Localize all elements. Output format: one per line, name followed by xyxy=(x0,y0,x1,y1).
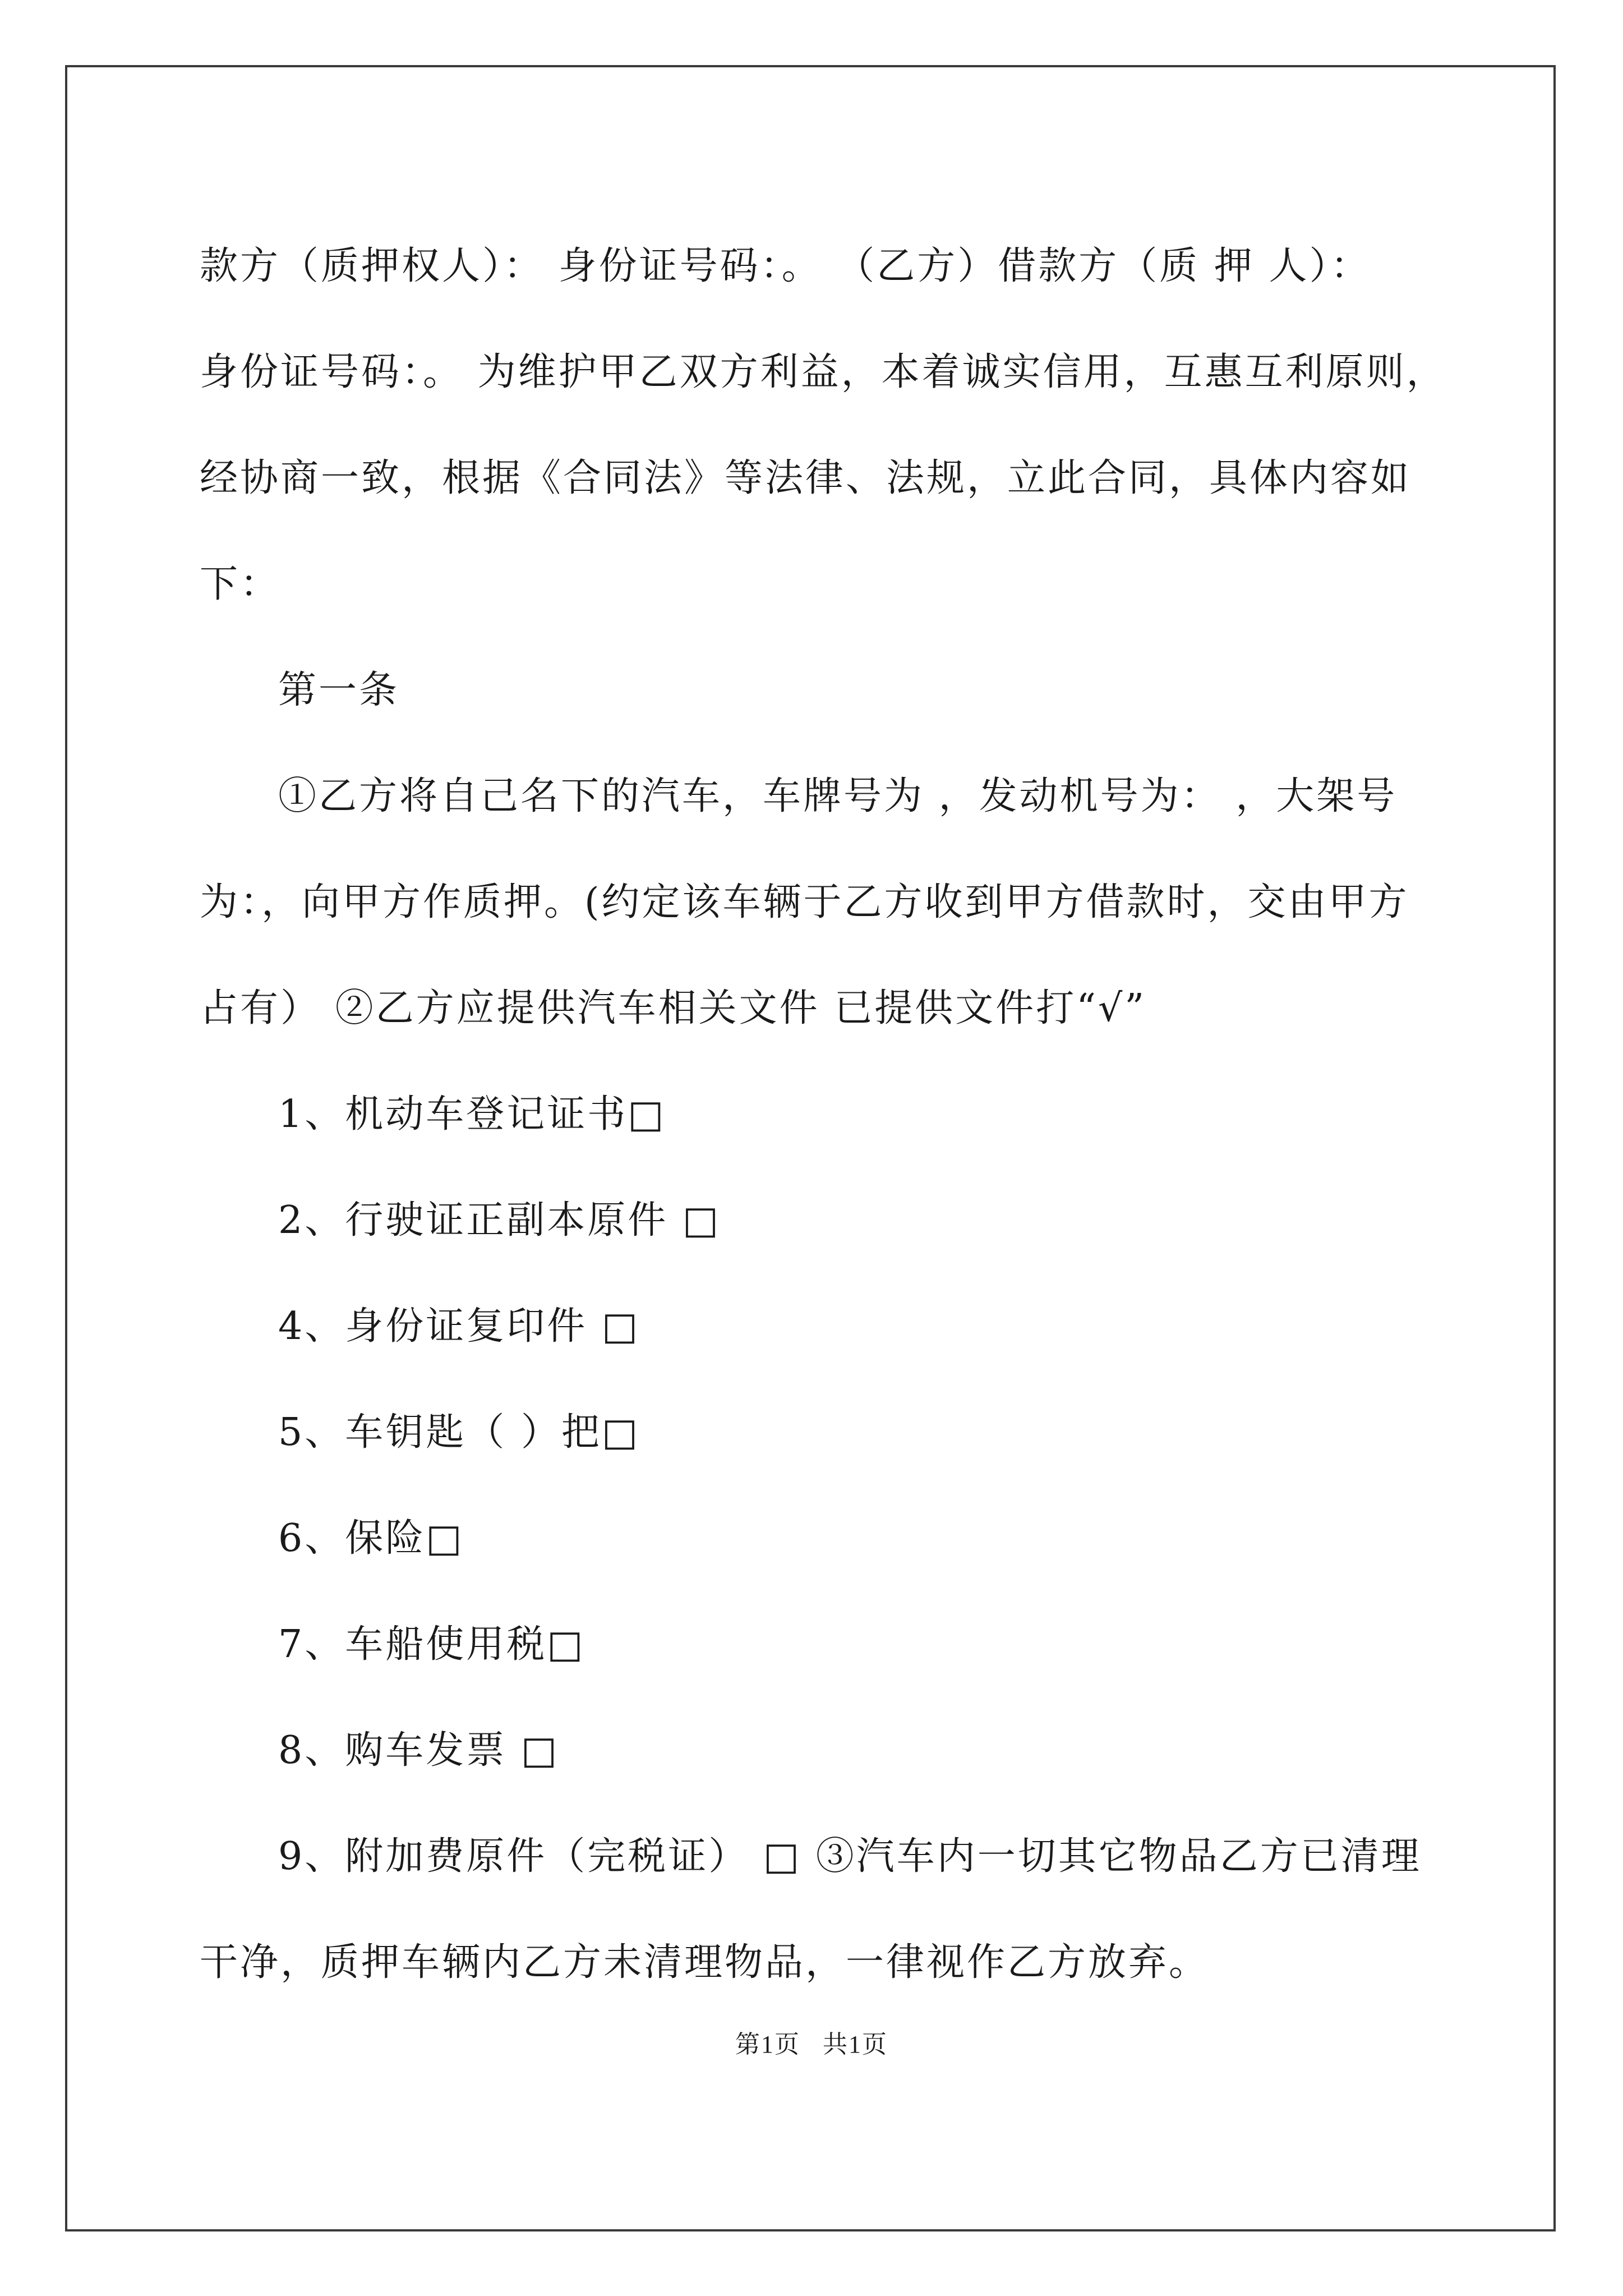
closing-line: 干净，质押车辆内乙方未清理物品，一律视作乙方放弃。 xyxy=(200,1940,1210,1985)
article-title: 第一条 xyxy=(278,668,400,712)
paragraph-line: 经协商一致，根据《合同法》等法律、法规，立此合同，具体内容如 xyxy=(200,456,1412,500)
checklist-item: 5、车钥匙（ ）把□ xyxy=(278,1410,640,1455)
checklist-item: 9、附加费原件（完税证） □ ③汽车内一切其它物品乙方已清理 xyxy=(278,1834,1422,1879)
checklist-item: 8、购车发票 □ xyxy=(278,1728,560,1773)
clause-line: 为：，向甲方作质押。(约定该车辆于乙方收到甲方借款时，交由甲方 xyxy=(200,880,1409,924)
paragraph-line: 款方（质押权人）： 身份证号码：。 （乙方）借款方（质 押 人）： xyxy=(200,244,1371,288)
checklist-item: 7、车船使用税□ xyxy=(278,1622,585,1667)
document-body xyxy=(200,213,1447,2016)
checklist-item: 2、行驶证正副本原件 □ xyxy=(278,1198,721,1243)
checklist-item: 1、机动车登记证书□ xyxy=(278,1092,666,1137)
paragraph-line: 身份证号码：。 为维护甲乙双方利益，本着诚实信用，互惠互利原则， xyxy=(200,350,1447,394)
page-number: 第1页 xyxy=(735,2031,800,2058)
clause-line: ①乙方将自己名下的汽车，车牌号为 ，发动机号为： ，大架号 xyxy=(278,774,1398,818)
paragraph-line: 下： xyxy=(200,562,281,606)
clause-line: 占有） ②乙方应提供汽车相关文件 已提供文件打“√” xyxy=(200,986,1147,1030)
checklist-item: 6、保险□ xyxy=(278,1516,464,1561)
page-total: 共1页 xyxy=(823,2031,888,2058)
checklist-item: 4、身份证复印件 □ xyxy=(278,1304,640,1349)
page-footer xyxy=(0,2024,1623,2060)
